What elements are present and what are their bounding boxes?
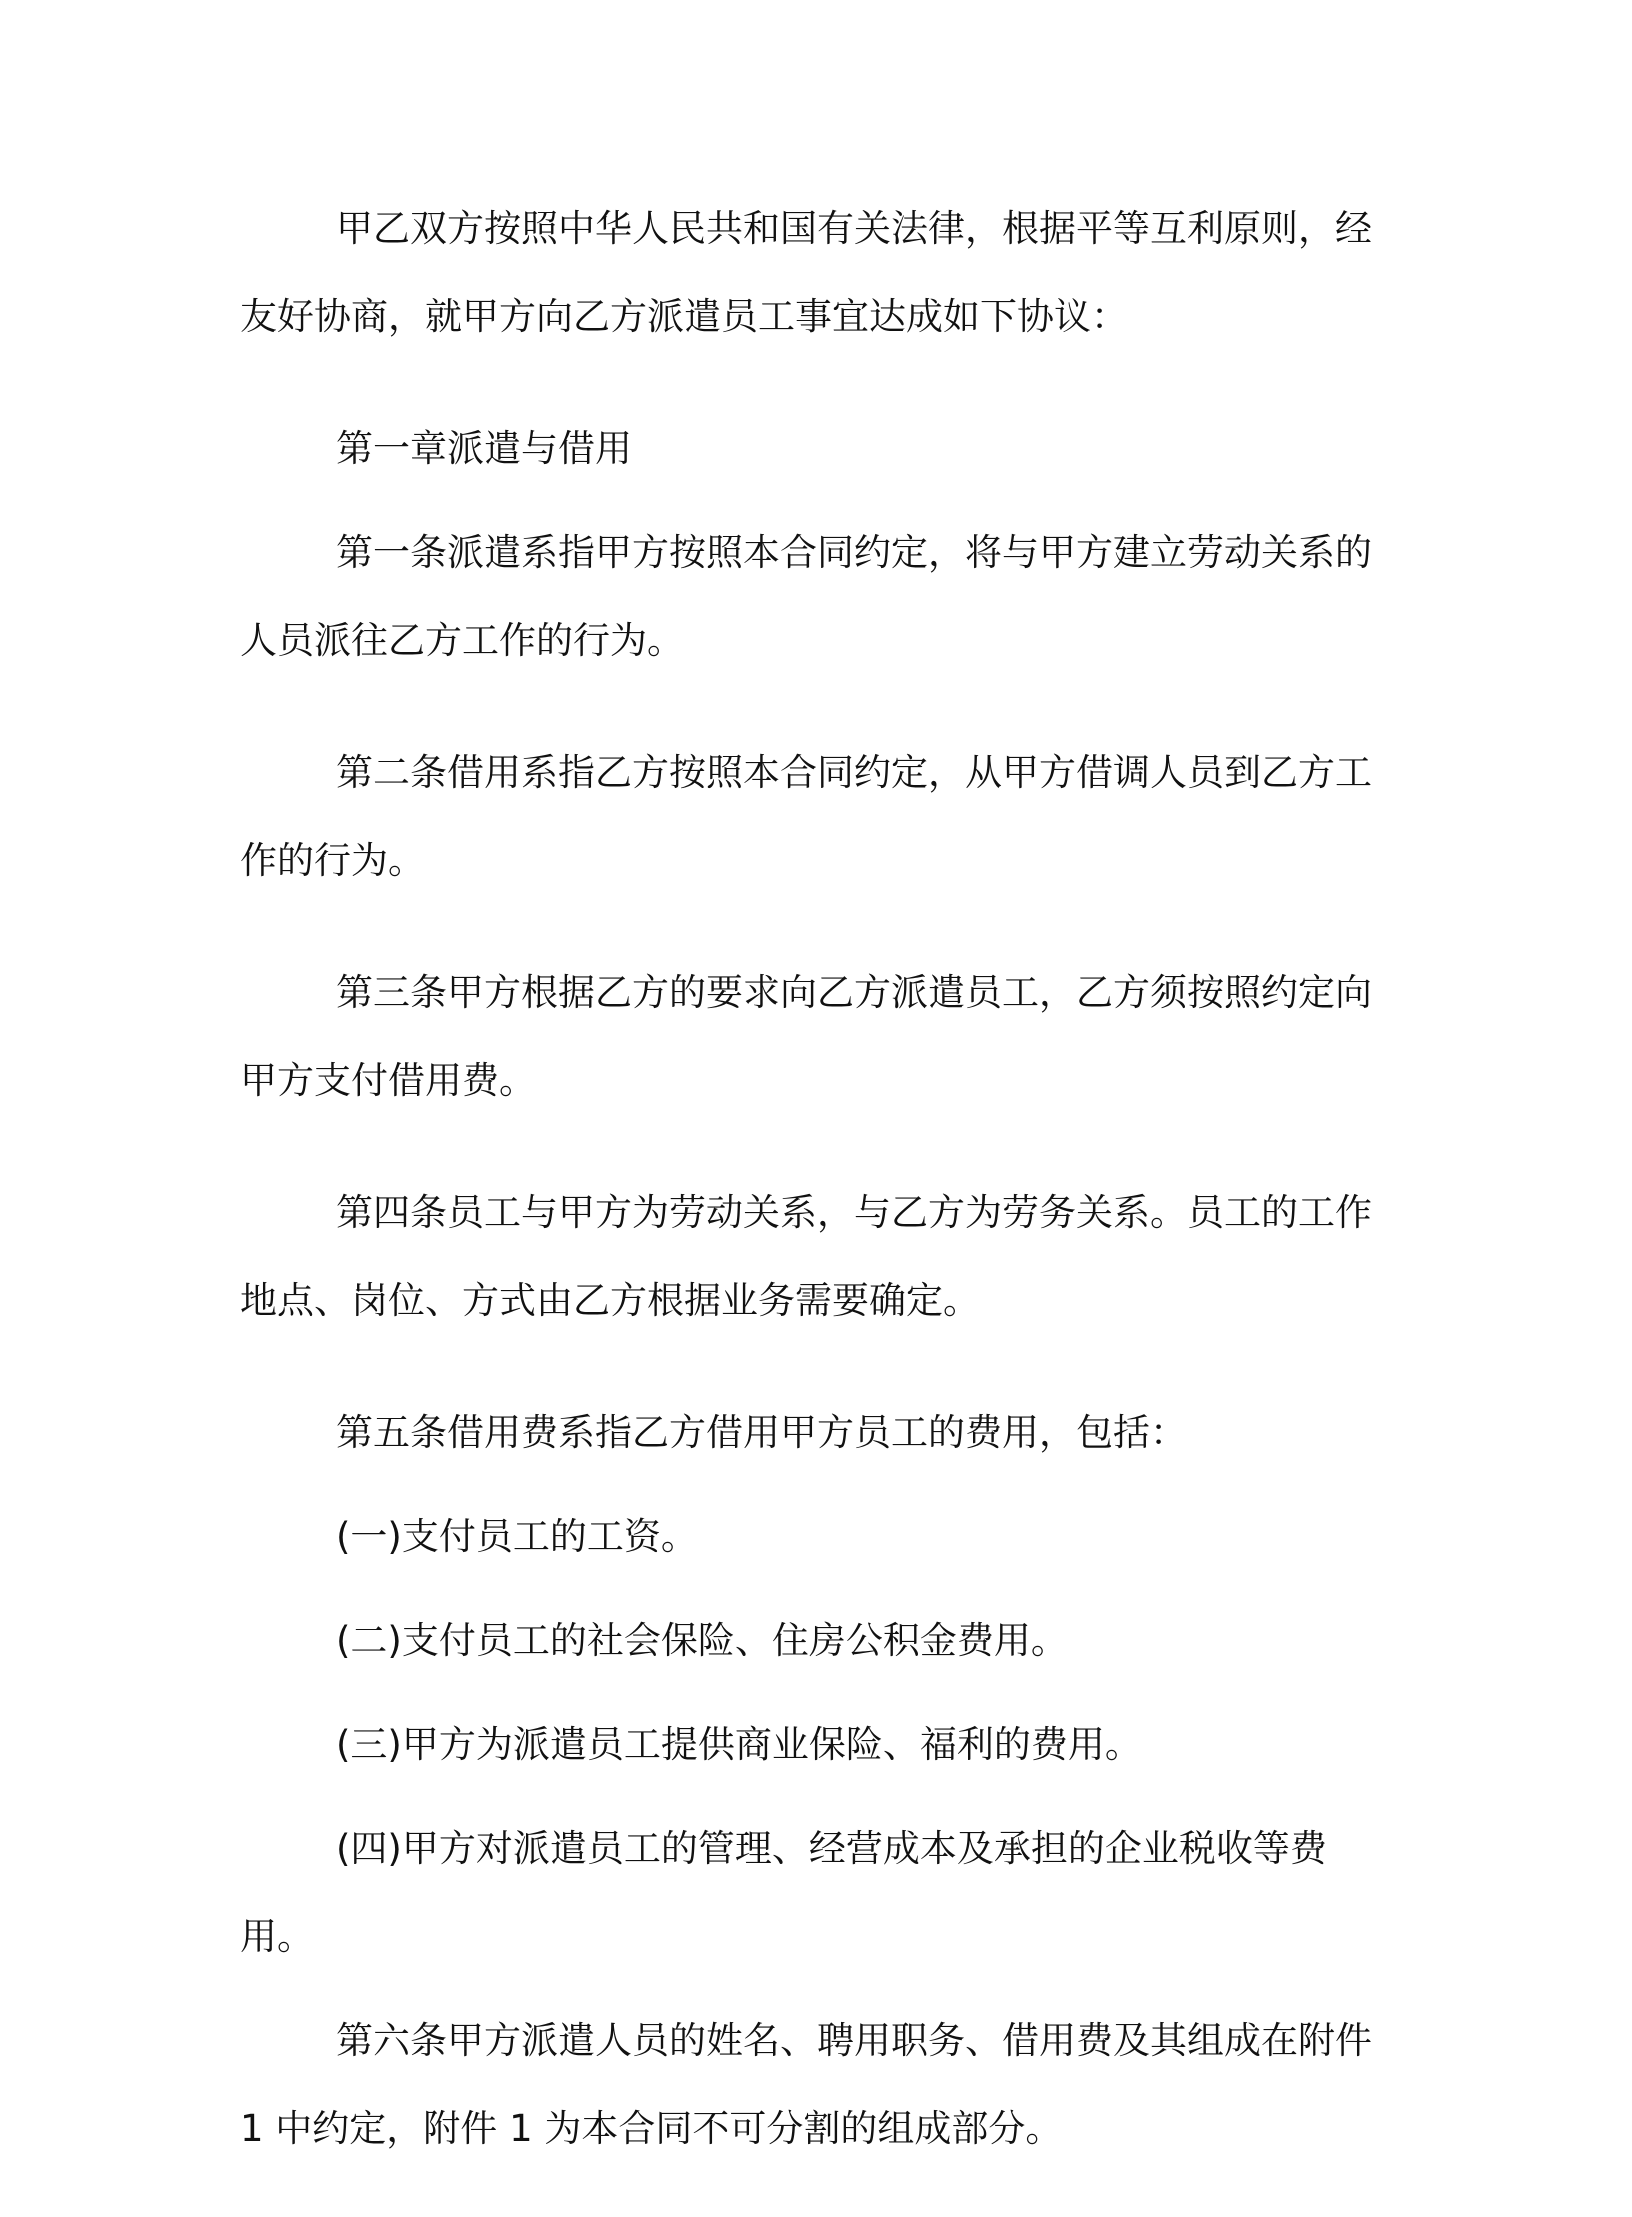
article-4: 第四条员工与甲方为劳动关系，与乙方为劳务关系。员工的工作地点、岗位、方式由乙方根据业务需要确定。 (240, 1191, 1372, 1322)
article-2: 第二条借用系指乙方按照本合同约定，从甲方借调人员到乙方工作的行为。 (240, 751, 1372, 882)
article-5: 第五条借用费系指乙方借用甲方员工的费用，包括： (336, 1411, 1187, 1454)
article-1: 第一条派遣系指甲方按照本合同约定，将与甲方建立劳动关系的人员派往乙方工作的行为。 (240, 531, 1372, 662)
document-body (240, 185, 1392, 2217)
article-5-item-2: (二)支付员工的社会保险、住房公积金费用。 (336, 1619, 1068, 1662)
article-5-item-4: (四)甲方对派遣员工的管理、经营成本及承担的企业税收等费用。 (240, 1827, 1327, 1958)
article-5-item-3: (三)甲方为派遣员工提供商业保险、福利的费用。 (336, 1723, 1142, 1766)
article-3: 第三条甲方根据乙方的要求向乙方派遣员工，乙方须按照约定向甲方支付借用费。 (240, 971, 1372, 1102)
article-6: 第六条甲方派遣人员的姓名、聘用职务、借用费及其组成在附件 1 中约定，附件 1 为本合同不可分割的组成部分。 (240, 2019, 1372, 2150)
article-5-item-1: (一)支付员工的工资。 (336, 1515, 698, 1558)
chapter-heading: 第一章派遣与借用 (336, 427, 632, 470)
paragraph-intro: 甲乙双方按照中华人民共和国有关法律，根据平等互利原则，经友好协商，就甲方向乙方派遣员工事宜达成如下协议： (240, 207, 1372, 338)
